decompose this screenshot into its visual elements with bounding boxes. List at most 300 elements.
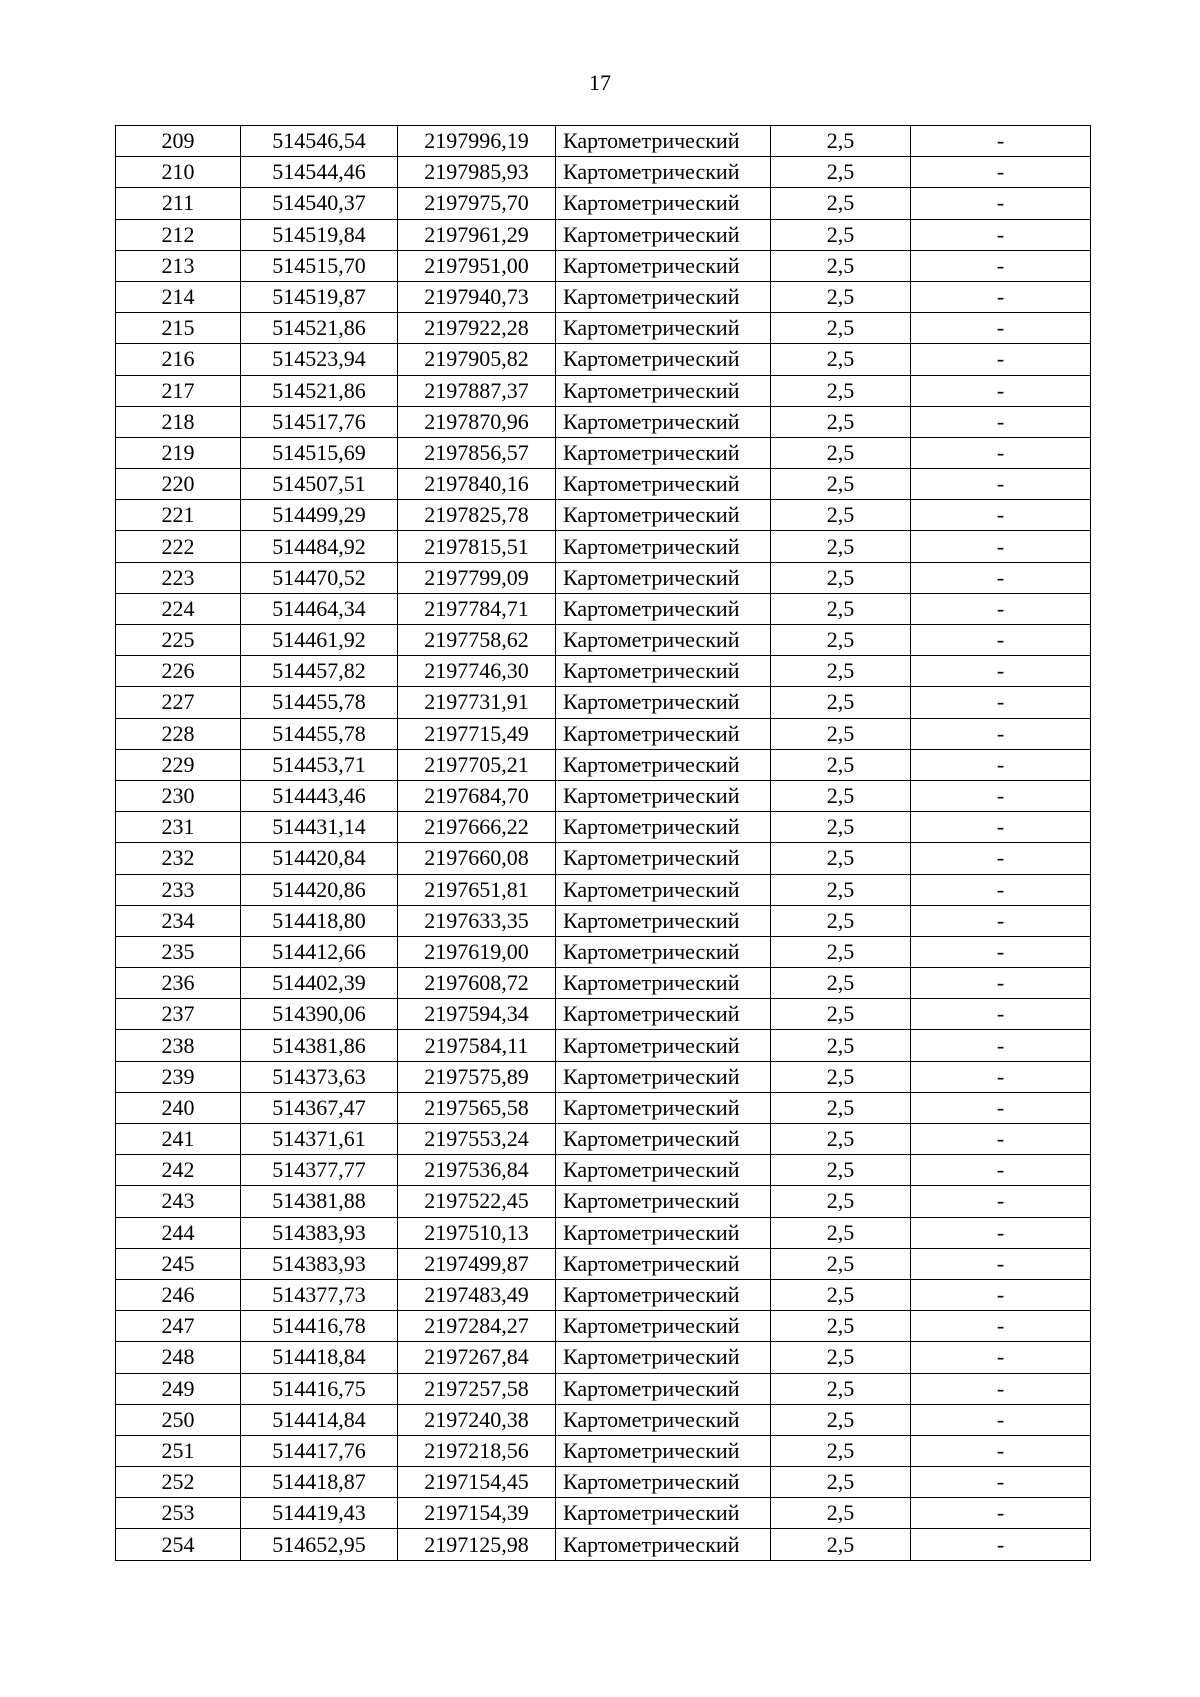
description-cell: - <box>911 562 1091 593</box>
point-number-cell: 251 <box>116 1435 241 1466</box>
y-coordinate-cell: 2197825,78 <box>398 500 556 531</box>
description-cell: - <box>911 1030 1091 1061</box>
description-cell: - <box>911 406 1091 437</box>
y-coordinate-cell: 2197951,00 <box>398 250 556 281</box>
accuracy-cell: 2,5 <box>771 1217 911 1248</box>
y-coordinate-cell: 2197856,57 <box>398 437 556 468</box>
table-row <box>116 1498 1091 1529</box>
point-number-cell: 247 <box>116 1311 241 1342</box>
method-cell: Картометрический <box>556 749 771 780</box>
point-number-cell: 230 <box>116 780 241 811</box>
accuracy-cell: 2,5 <box>771 1092 911 1123</box>
description-cell: - <box>911 968 1091 999</box>
point-number-cell: 254 <box>116 1529 241 1560</box>
y-coordinate-cell: 2197575,89 <box>398 1061 556 1092</box>
y-coordinate-cell: 2197594,34 <box>398 999 556 1030</box>
method-cell: Картометрический <box>556 562 771 593</box>
description-cell: - <box>911 1529 1091 1560</box>
method-cell: Картометрический <box>556 1155 771 1186</box>
x-coordinate-cell: 514484,92 <box>241 531 398 562</box>
y-coordinate-cell: 2197887,37 <box>398 375 556 406</box>
accuracy-cell: 2,5 <box>771 1498 911 1529</box>
x-coordinate-cell: 514453,71 <box>241 749 398 780</box>
point-number-cell: 231 <box>116 812 241 843</box>
table-row <box>116 905 1091 936</box>
description-cell: - <box>911 656 1091 687</box>
accuracy-cell: 2,5 <box>771 1404 911 1435</box>
point-number-cell: 223 <box>116 562 241 593</box>
accuracy-cell: 2,5 <box>771 157 911 188</box>
table-row <box>116 126 1091 157</box>
method-cell: Картометрический <box>556 1092 771 1123</box>
x-coordinate-cell: 514515,70 <box>241 250 398 281</box>
description-cell: - <box>911 1186 1091 1217</box>
method-cell: Картометрический <box>556 250 771 281</box>
method-cell: Картометрический <box>556 1217 771 1248</box>
table-row <box>116 1279 1091 1310</box>
description-cell: - <box>911 500 1091 531</box>
method-cell: Картометрический <box>556 780 771 811</box>
y-coordinate-cell: 2197905,82 <box>398 344 556 375</box>
y-coordinate-cell: 2197985,93 <box>398 157 556 188</box>
table-row <box>116 999 1091 1030</box>
table-row <box>116 843 1091 874</box>
table-row <box>116 718 1091 749</box>
method-cell: Картометрический <box>556 469 771 500</box>
table-row <box>116 1404 1091 1435</box>
y-coordinate-cell: 2197651,81 <box>398 874 556 905</box>
accuracy-cell: 2,5 <box>771 812 911 843</box>
x-coordinate-cell: 514418,84 <box>241 1342 398 1373</box>
y-coordinate-cell: 2197522,45 <box>398 1186 556 1217</box>
x-coordinate-cell: 514414,84 <box>241 1404 398 1435</box>
description-cell: - <box>911 219 1091 250</box>
accuracy-cell: 2,5 <box>771 250 911 281</box>
table-row <box>116 437 1091 468</box>
description-cell: - <box>911 1435 1091 1466</box>
accuracy-cell: 2,5 <box>771 281 911 312</box>
x-coordinate-cell: 514377,73 <box>241 1279 398 1310</box>
accuracy-cell: 2,5 <box>771 1155 911 1186</box>
description-cell: - <box>911 437 1091 468</box>
method-cell: Картометрический <box>556 219 771 250</box>
y-coordinate-cell: 2197715,49 <box>398 718 556 749</box>
description-cell: - <box>911 250 1091 281</box>
description-cell: - <box>911 469 1091 500</box>
table-body <box>116 126 1091 1561</box>
description-cell: - <box>911 780 1091 811</box>
description-cell: - <box>911 812 1091 843</box>
x-coordinate-cell: 514523,94 <box>241 344 398 375</box>
y-coordinate-cell: 2197499,87 <box>398 1248 556 1279</box>
point-number-cell: 221 <box>116 500 241 531</box>
point-number-cell: 234 <box>116 905 241 936</box>
method-cell: Картометрический <box>556 281 771 312</box>
description-cell: - <box>911 1342 1091 1373</box>
description-cell: - <box>911 625 1091 656</box>
y-coordinate-cell: 2197553,24 <box>398 1124 556 1155</box>
y-coordinate-cell: 2197815,51 <box>398 531 556 562</box>
table-row <box>116 968 1091 999</box>
point-number-cell: 228 <box>116 718 241 749</box>
accuracy-cell: 2,5 <box>771 593 911 624</box>
table-row <box>116 780 1091 811</box>
x-coordinate-cell: 514416,75 <box>241 1373 398 1404</box>
point-number-cell: 252 <box>116 1467 241 1498</box>
accuracy-cell: 2,5 <box>771 656 911 687</box>
y-coordinate-cell: 2197996,19 <box>398 126 556 157</box>
description-cell: - <box>911 375 1091 406</box>
table-row <box>116 1030 1091 1061</box>
accuracy-cell: 2,5 <box>771 1467 911 1498</box>
method-cell: Картометрический <box>556 1124 771 1155</box>
accuracy-cell: 2,5 <box>771 718 911 749</box>
table-row <box>116 749 1091 780</box>
x-coordinate-cell: 514418,80 <box>241 905 398 936</box>
accuracy-cell: 2,5 <box>771 469 911 500</box>
table-row <box>116 500 1091 531</box>
x-coordinate-cell: 514416,78 <box>241 1311 398 1342</box>
table-row <box>116 812 1091 843</box>
point-number-cell: 239 <box>116 1061 241 1092</box>
accuracy-cell: 2,5 <box>771 780 911 811</box>
x-coordinate-cell: 514507,51 <box>241 469 398 500</box>
table-row <box>116 375 1091 406</box>
accuracy-cell: 2,5 <box>771 905 911 936</box>
table-row <box>116 1061 1091 1092</box>
accuracy-cell: 2,5 <box>771 749 911 780</box>
method-cell: Картометрический <box>556 531 771 562</box>
description-cell: - <box>911 188 1091 219</box>
accuracy-cell: 2,5 <box>771 500 911 531</box>
x-coordinate-cell: 514470,52 <box>241 562 398 593</box>
method-cell: Картометрический <box>556 500 771 531</box>
x-coordinate-cell: 514402,39 <box>241 968 398 999</box>
y-coordinate-cell: 2197940,73 <box>398 281 556 312</box>
method-cell: Картометрический <box>556 1279 771 1310</box>
x-coordinate-cell: 514443,46 <box>241 780 398 811</box>
x-coordinate-cell: 514419,43 <box>241 1498 398 1529</box>
point-number-cell: 246 <box>116 1279 241 1310</box>
description-cell: - <box>911 749 1091 780</box>
point-number-cell: 217 <box>116 375 241 406</box>
description-cell: - <box>911 1092 1091 1123</box>
table-row <box>116 1092 1091 1123</box>
coordinates-table <box>115 125 1091 1561</box>
y-coordinate-cell: 2197684,70 <box>398 780 556 811</box>
description-cell: - <box>911 1155 1091 1186</box>
accuracy-cell: 2,5 <box>771 843 911 874</box>
table-row <box>116 157 1091 188</box>
method-cell: Картометрический <box>556 344 771 375</box>
method-cell: Картометрический <box>556 1311 771 1342</box>
x-coordinate-cell: 514381,86 <box>241 1030 398 1061</box>
description-cell: - <box>911 1498 1091 1529</box>
method-cell: Картометрический <box>556 625 771 656</box>
y-coordinate-cell: 2197154,39 <box>398 1498 556 1529</box>
y-coordinate-cell: 2197536,84 <box>398 1155 556 1186</box>
point-number-cell: 242 <box>116 1155 241 1186</box>
method-cell: Картометрический <box>556 1030 771 1061</box>
y-coordinate-cell: 2197666,22 <box>398 812 556 843</box>
point-number-cell: 224 <box>116 593 241 624</box>
x-coordinate-cell: 514390,06 <box>241 999 398 1030</box>
method-cell: Картометрический <box>556 968 771 999</box>
point-number-cell: 248 <box>116 1342 241 1373</box>
point-number-cell: 236 <box>116 968 241 999</box>
point-number-cell: 216 <box>116 344 241 375</box>
x-coordinate-cell: 514517,76 <box>241 406 398 437</box>
point-number-cell: 249 <box>116 1373 241 1404</box>
x-coordinate-cell: 514455,78 <box>241 687 398 718</box>
x-coordinate-cell: 514383,93 <box>241 1217 398 1248</box>
x-coordinate-cell: 514457,82 <box>241 656 398 687</box>
accuracy-cell: 2,5 <box>771 968 911 999</box>
point-number-cell: 243 <box>116 1186 241 1217</box>
y-coordinate-cell: 2197565,58 <box>398 1092 556 1123</box>
table-row <box>116 656 1091 687</box>
method-cell: Картометрический <box>556 1435 771 1466</box>
y-coordinate-cell: 2197267,84 <box>398 1342 556 1373</box>
method-cell: Картометрический <box>556 812 771 843</box>
method-cell: Картометрический <box>556 843 771 874</box>
y-coordinate-cell: 2197799,09 <box>398 562 556 593</box>
y-coordinate-cell: 2197870,96 <box>398 406 556 437</box>
point-number-cell: 218 <box>116 406 241 437</box>
accuracy-cell: 2,5 <box>771 1435 911 1466</box>
description-cell: - <box>911 1124 1091 1155</box>
point-number-cell: 222 <box>116 531 241 562</box>
table-row <box>116 1311 1091 1342</box>
description-cell: - <box>911 874 1091 905</box>
x-coordinate-cell: 514431,14 <box>241 812 398 843</box>
point-number-cell: 226 <box>116 656 241 687</box>
x-coordinate-cell: 514373,63 <box>241 1061 398 1092</box>
point-number-cell: 238 <box>116 1030 241 1061</box>
method-cell: Картометрический <box>556 1186 771 1217</box>
table-row <box>116 188 1091 219</box>
method-cell: Картометрический <box>556 593 771 624</box>
y-coordinate-cell: 2197784,71 <box>398 593 556 624</box>
accuracy-cell: 2,5 <box>771 406 911 437</box>
description-cell: - <box>911 936 1091 967</box>
y-coordinate-cell: 2197483,49 <box>398 1279 556 1310</box>
y-coordinate-cell: 2197758,62 <box>398 625 556 656</box>
method-cell: Картометрический <box>556 1467 771 1498</box>
accuracy-cell: 2,5 <box>771 437 911 468</box>
point-number-cell: 250 <box>116 1404 241 1435</box>
accuracy-cell: 2,5 <box>771 313 911 344</box>
method-cell: Картометрический <box>556 1061 771 1092</box>
x-coordinate-cell: 514464,34 <box>241 593 398 624</box>
y-coordinate-cell: 2197633,35 <box>398 905 556 936</box>
method-cell: Картометрический <box>556 656 771 687</box>
x-coordinate-cell: 514521,86 <box>241 375 398 406</box>
accuracy-cell: 2,5 <box>771 219 911 250</box>
table-row <box>116 1155 1091 1186</box>
x-coordinate-cell: 514540,37 <box>241 188 398 219</box>
description-cell: - <box>911 1467 1091 1498</box>
accuracy-cell: 2,5 <box>771 874 911 905</box>
point-number-cell: 214 <box>116 281 241 312</box>
x-coordinate-cell: 514499,29 <box>241 500 398 531</box>
x-coordinate-cell: 514652,95 <box>241 1529 398 1560</box>
x-coordinate-cell: 514461,92 <box>241 625 398 656</box>
point-number-cell: 210 <box>116 157 241 188</box>
method-cell: Картометрический <box>556 1529 771 1560</box>
description-cell: - <box>911 718 1091 749</box>
x-coordinate-cell: 514519,87 <box>241 281 398 312</box>
y-coordinate-cell: 2197608,72 <box>398 968 556 999</box>
y-coordinate-cell: 2197257,58 <box>398 1373 556 1404</box>
description-cell: - <box>911 1373 1091 1404</box>
x-coordinate-cell: 514544,46 <box>241 157 398 188</box>
description-cell: - <box>911 687 1091 718</box>
description-cell: - <box>911 344 1091 375</box>
point-number-cell: 227 <box>116 687 241 718</box>
description-cell: - <box>911 126 1091 157</box>
method-cell: Картометрический <box>556 157 771 188</box>
y-coordinate-cell: 2197284,27 <box>398 1311 556 1342</box>
accuracy-cell: 2,5 <box>771 344 911 375</box>
x-coordinate-cell: 514418,87 <box>241 1467 398 1498</box>
point-number-cell: 233 <box>116 874 241 905</box>
table-row <box>116 250 1091 281</box>
method-cell: Картометрический <box>556 1404 771 1435</box>
table-row <box>116 1435 1091 1466</box>
y-coordinate-cell: 2197840,16 <box>398 469 556 500</box>
table-row <box>116 593 1091 624</box>
table-row <box>116 687 1091 718</box>
method-cell: Картометрический <box>556 1248 771 1279</box>
method-cell: Картометрический <box>556 375 771 406</box>
description-cell: - <box>911 905 1091 936</box>
accuracy-cell: 2,5 <box>771 531 911 562</box>
accuracy-cell: 2,5 <box>771 1061 911 1092</box>
description-cell: - <box>911 281 1091 312</box>
table-row <box>116 344 1091 375</box>
y-coordinate-cell: 2197975,70 <box>398 188 556 219</box>
accuracy-cell: 2,5 <box>771 126 911 157</box>
description-cell: - <box>911 843 1091 874</box>
y-coordinate-cell: 2197584,11 <box>398 1030 556 1061</box>
table-row <box>116 1467 1091 1498</box>
point-number-cell: 213 <box>116 250 241 281</box>
x-coordinate-cell: 514412,66 <box>241 936 398 967</box>
accuracy-cell: 2,5 <box>771 1342 911 1373</box>
x-coordinate-cell: 514420,86 <box>241 874 398 905</box>
method-cell: Картометрический <box>556 905 771 936</box>
table-row <box>116 219 1091 250</box>
point-number-cell: 220 <box>116 469 241 500</box>
point-number-cell: 253 <box>116 1498 241 1529</box>
point-number-cell: 211 <box>116 188 241 219</box>
table-row <box>116 469 1091 500</box>
method-cell: Картометрический <box>556 687 771 718</box>
accuracy-cell: 2,5 <box>771 188 911 219</box>
y-coordinate-cell: 2197218,56 <box>398 1435 556 1466</box>
page-number: 17 <box>589 70 611 95</box>
x-coordinate-cell: 514515,69 <box>241 437 398 468</box>
x-coordinate-cell: 514371,61 <box>241 1124 398 1155</box>
x-coordinate-cell: 514367,47 <box>241 1092 398 1123</box>
x-coordinate-cell: 514381,88 <box>241 1186 398 1217</box>
point-number-cell: 212 <box>116 219 241 250</box>
y-coordinate-cell: 2197705,21 <box>398 749 556 780</box>
method-cell: Картометрический <box>556 1342 771 1373</box>
description-cell: - <box>911 1311 1091 1342</box>
method-cell: Картометрический <box>556 313 771 344</box>
table-row <box>116 406 1091 437</box>
description-cell: - <box>911 531 1091 562</box>
method-cell: Картометрический <box>556 188 771 219</box>
point-number-cell: 232 <box>116 843 241 874</box>
accuracy-cell: 2,5 <box>771 687 911 718</box>
y-coordinate-cell: 2197510,13 <box>398 1217 556 1248</box>
accuracy-cell: 2,5 <box>771 1186 911 1217</box>
description-cell: - <box>911 1279 1091 1310</box>
table-row <box>116 313 1091 344</box>
y-coordinate-cell: 2197660,08 <box>398 843 556 874</box>
point-number-cell: 229 <box>116 749 241 780</box>
description-cell: - <box>911 1061 1091 1092</box>
description-cell: - <box>911 157 1091 188</box>
description-cell: - <box>911 313 1091 344</box>
accuracy-cell: 2,5 <box>771 1311 911 1342</box>
x-coordinate-cell: 514546,54 <box>241 126 398 157</box>
table-row <box>116 1373 1091 1404</box>
point-number-cell: 219 <box>116 437 241 468</box>
accuracy-cell: 2,5 <box>771 1124 911 1155</box>
accuracy-cell: 2,5 <box>771 1030 911 1061</box>
x-coordinate-cell: 514383,93 <box>241 1248 398 1279</box>
accuracy-cell: 2,5 <box>771 375 911 406</box>
x-coordinate-cell: 514519,84 <box>241 219 398 250</box>
point-number-cell: 235 <box>116 936 241 967</box>
table-row <box>116 1124 1091 1155</box>
accuracy-cell: 2,5 <box>771 1529 911 1560</box>
point-number-cell: 225 <box>116 625 241 656</box>
description-cell: - <box>911 999 1091 1030</box>
table-row <box>116 1186 1091 1217</box>
method-cell: Картометрический <box>556 999 771 1030</box>
table-row <box>116 1217 1091 1248</box>
point-number-cell: 237 <box>116 999 241 1030</box>
y-coordinate-cell: 2197731,91 <box>398 687 556 718</box>
point-number-cell: 244 <box>116 1217 241 1248</box>
method-cell: Картометрический <box>556 1498 771 1529</box>
table-row <box>116 874 1091 905</box>
table-row <box>116 1529 1091 1560</box>
y-coordinate-cell: 2197125,98 <box>398 1529 556 1560</box>
x-coordinate-cell: 514521,86 <box>241 313 398 344</box>
table-row <box>116 281 1091 312</box>
point-number-cell: 245 <box>116 1248 241 1279</box>
y-coordinate-cell: 2197922,28 <box>398 313 556 344</box>
y-coordinate-cell: 2197961,29 <box>398 219 556 250</box>
accuracy-cell: 2,5 <box>771 1248 911 1279</box>
description-cell: - <box>911 1404 1091 1435</box>
method-cell: Картометрический <box>556 406 771 437</box>
table-row <box>116 1342 1091 1373</box>
method-cell: Картометрический <box>556 1373 771 1404</box>
x-coordinate-cell: 514455,78 <box>241 718 398 749</box>
point-number-cell: 240 <box>116 1092 241 1123</box>
description-cell: - <box>911 1217 1091 1248</box>
accuracy-cell: 2,5 <box>771 562 911 593</box>
x-coordinate-cell: 514417,76 <box>241 1435 398 1466</box>
method-cell: Картометрический <box>556 718 771 749</box>
